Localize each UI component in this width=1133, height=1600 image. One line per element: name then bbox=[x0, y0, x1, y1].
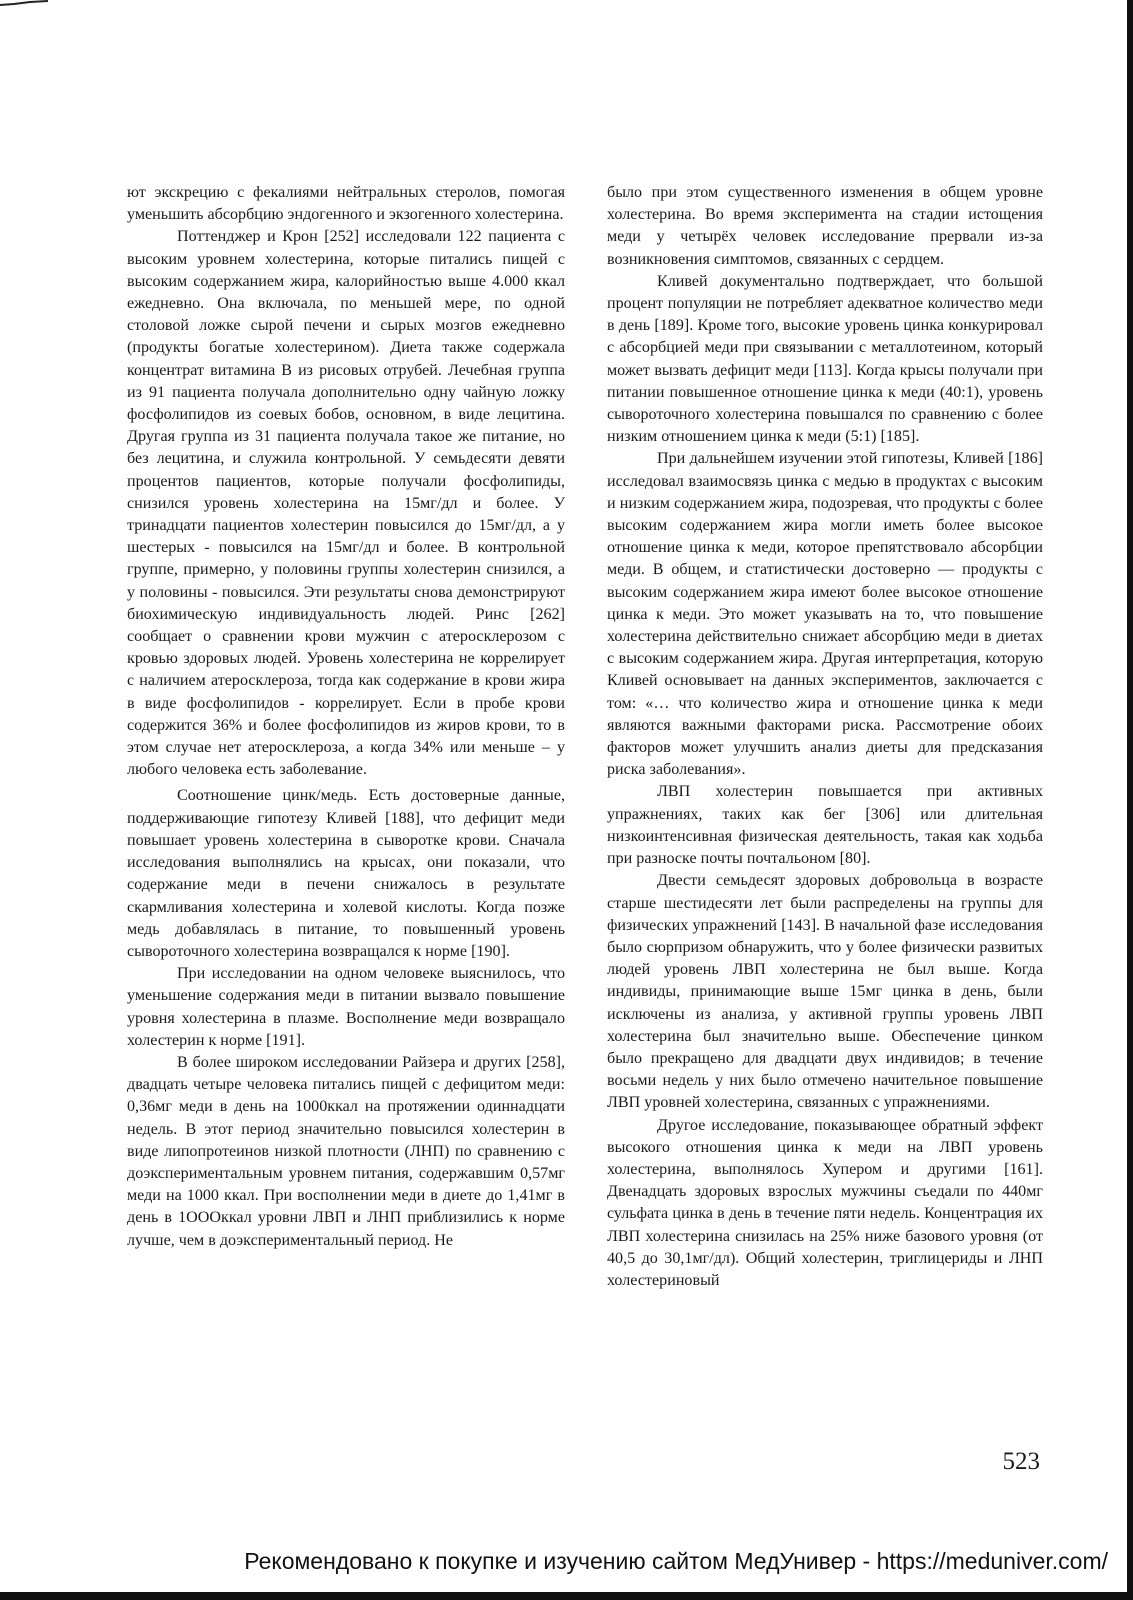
right-paragraph-6: Другое исследование, показывающее обратный эффект высокого отношения цинка к меди на ЛВП уровень холестерина, выполнялось Хупером и другими [161]. Двенадцать здоровых взрослых мужчины съедали по 440мг сульфата цинка в день в течение пяти недель. Концентрация их ЛВП холестерина снизилась на 25% ниже базового уровня (от 40,5 до 30,1мг/дл). Общий холестерин, триглицериды и ЛНП холестериновый bbox=[607, 1116, 1043, 1289]
left-paragraph-3: Соотношение цинк/медь. Есть достоверные данные, поддерживающие гипотезу Кливей [188], что дефицит меди повышает уровень холестерина в сыворотке крови. Сначала исследования выполнялись на крысах, они показали, что содержание меди в печени снижалось в результате скармливания холестерина и холевой кислоты. Когда позже медь добавлялась в питание, то повышенный уровень сывороточного холестерина возвращался к норме [190]. bbox=[127, 787, 565, 960]
left-paragraph-4: При исследовании на одном человеке выяснилось, что уменьшение содержания меди в питании вызвало повышение уровня холестерина в плазме. Восполнение меди возвращало холестерин к норме [191]. bbox=[127, 965, 565, 1049]
scan-bottom-edge bbox=[0, 1592, 1133, 1600]
page-number: 523 bbox=[1002, 1448, 1040, 1475]
left-paragraph-1: ют экскрецию с фекалиями нейтральных стеролов, помогая уменьшить абсорбцию эндогенного и экзогенного холестерина. bbox=[127, 184, 565, 224]
scan-artifact-mark bbox=[0, 0, 48, 6]
right-paragraph-1: было при этом существенного изменения в общем уровне холестерина. Во время эксперимента на стадии истощения меди у четырёх человек исследование прервали из-за возникновения симптомов, связанных с сердцем. bbox=[607, 184, 1043, 268]
right-column bbox=[607, 182, 1043, 1292]
left-paragraph-5: В более широком исследовании Райзера и других [258], двадцать четыре человека питались пищей с дефицитом меди: 0,36мг меди в день на 1000ккал на протяжении одиннадцати недель. В этот период значительно повысился холестерин в виде липопротеинов низкой плотности (ЛНП) по сравнению с доэкспериментальным уровнем питания, содержавшим 0,57мг меди на 1000 ккал. При восполнении меди в диете до 1,41мг в день в 1ОООккал уровни ЛВП и ЛНП приблизились к норме лучше, чем в доэкспериментальный период. Не bbox=[127, 1053, 565, 1249]
footer-recommendation-text: Рекомендовано к покупке и изучению сайтом МедУнивер - https://meduniver.com/ bbox=[244, 1548, 1108, 1574]
right-paragraph-3: При дальнейшем изучении этой гипотезы, Кливей [186] исследовал взаимосвязь цинка с медью в продуктах с высоким и низким содержанием жира, подозревая, что продукты с более высоким содержанием жира могли иметь более высокое отношение цинка к меди, которое препятствовало абсорбции меди. В общем, и статистически достоверно — продукты с высоким содержанием жира имеют более высокое отношение цинка к меди. Это может указывать на то, что повышение холестерина действительно снижает абсорбцию меди в диетах с высоким содержанием жира. Другая интерпретация, которую Кливей основывает на данных экспериментов, заключается с том: «… что количество жира и отношение цинка к меди являются важными факторами риска. Рассмотрение обоих факторов может улучшить анализ диеты для предсказания риска заболевания». bbox=[607, 450, 1043, 779]
left-column bbox=[127, 182, 565, 1252]
scan-right-edge bbox=[1127, 0, 1133, 1600]
right-paragraph-2: Кливей документально подтверждает, что большой процент популяции не потребляет адекватное количество меди в день [189]. Кроме того, высокие уровень цинка конкурировал с абсорбцией меди при связывании с металлотеином, который может вызвать дефицит меди [113]. Когда крысы получали при питании повышенное отношение цинка к меди (40:1), уровень сывороточного холестерина повышался по сравнению с более низким отношением цинка к меди (5:1) [185]. bbox=[607, 272, 1043, 446]
left-paragraph-2: Поттенджер и Крон [252] исследовали 122 пациента с высоким уровнем холестерина, которые питались пищей с высоким содержанием жира, калорийностью выше 4.000 ккал ежедневно. Она включала, по меньшей мере, по одной столовой ложке сырой печени и сырых мозгов ежедневно (продукты богатые холестерином). Диета также содержала концентрат витамина В из рисовых отрубей. Лечебная группа из 91 пациента получала дополнительно одну чайную ложку фосфолипидов из соевых бобов, основном, в виде лецитина. Другая группа из 31 пациента получала такое же питание, но без лецитина, и служила контрольной. У семьдесяти девяти процентов пациентов, которые получали фосфолипиды, снизился уровень холестерина на 15мг/дл и более. У тринадцати пациентов холестерин повысился до 15мг/дл, а у шестерых - повысился на 15мг/дл и более. В контрольной группе, примерно, у половины группы холестерин снизился, а у половины - повысился. Эти результаты снова демонстрируют биохимическую индивидуальность людей. Ринс [262] сообщает о сравнении крови мужчин с атеросклерозом с кровью здоровых людей. Уровень холестерина не коррелирует с наличием атеросклероза, тогда как содержание в крови жира в виде фосфолипидов - коррелирует. Если в пробе крови содержится 36% и более фосфолипидов из жиров крови, то в этом случае нет атеросклероза, а когда 34% или меньше – у любого человека есть заболевание. bbox=[127, 228, 565, 779]
right-paragraph-4: ЛВП холестерин повышается при активных упражнениях, таких как бег [306] или длительная низкоинтенсивная физическая деятельность, такая как ходьба при разноске почты почтальоном [80]. bbox=[607, 783, 1043, 868]
right-paragraph-5: Двести семьдесят здоровых добровольца в возрасте старше шестидесяти лет были распределены на группы для физических упражнений [143]. В начальной фазе исследования было сюрпризом обнаружить, что у более физически развитых людей уровень ЛВП холестерина не был выше. Когда индивиды, принимающие выше 15мг цинка в день, были исключены из анализа, у активной группы уровень ЛВП холестерина был значительно выше. Обеспечение цинком было прекращено для двадцати двух индивидов; в течение восьми недель у них было отмечено начительное повышение ЛВП уровней холестерина, связанных с упражнениями. bbox=[607, 872, 1043, 1112]
